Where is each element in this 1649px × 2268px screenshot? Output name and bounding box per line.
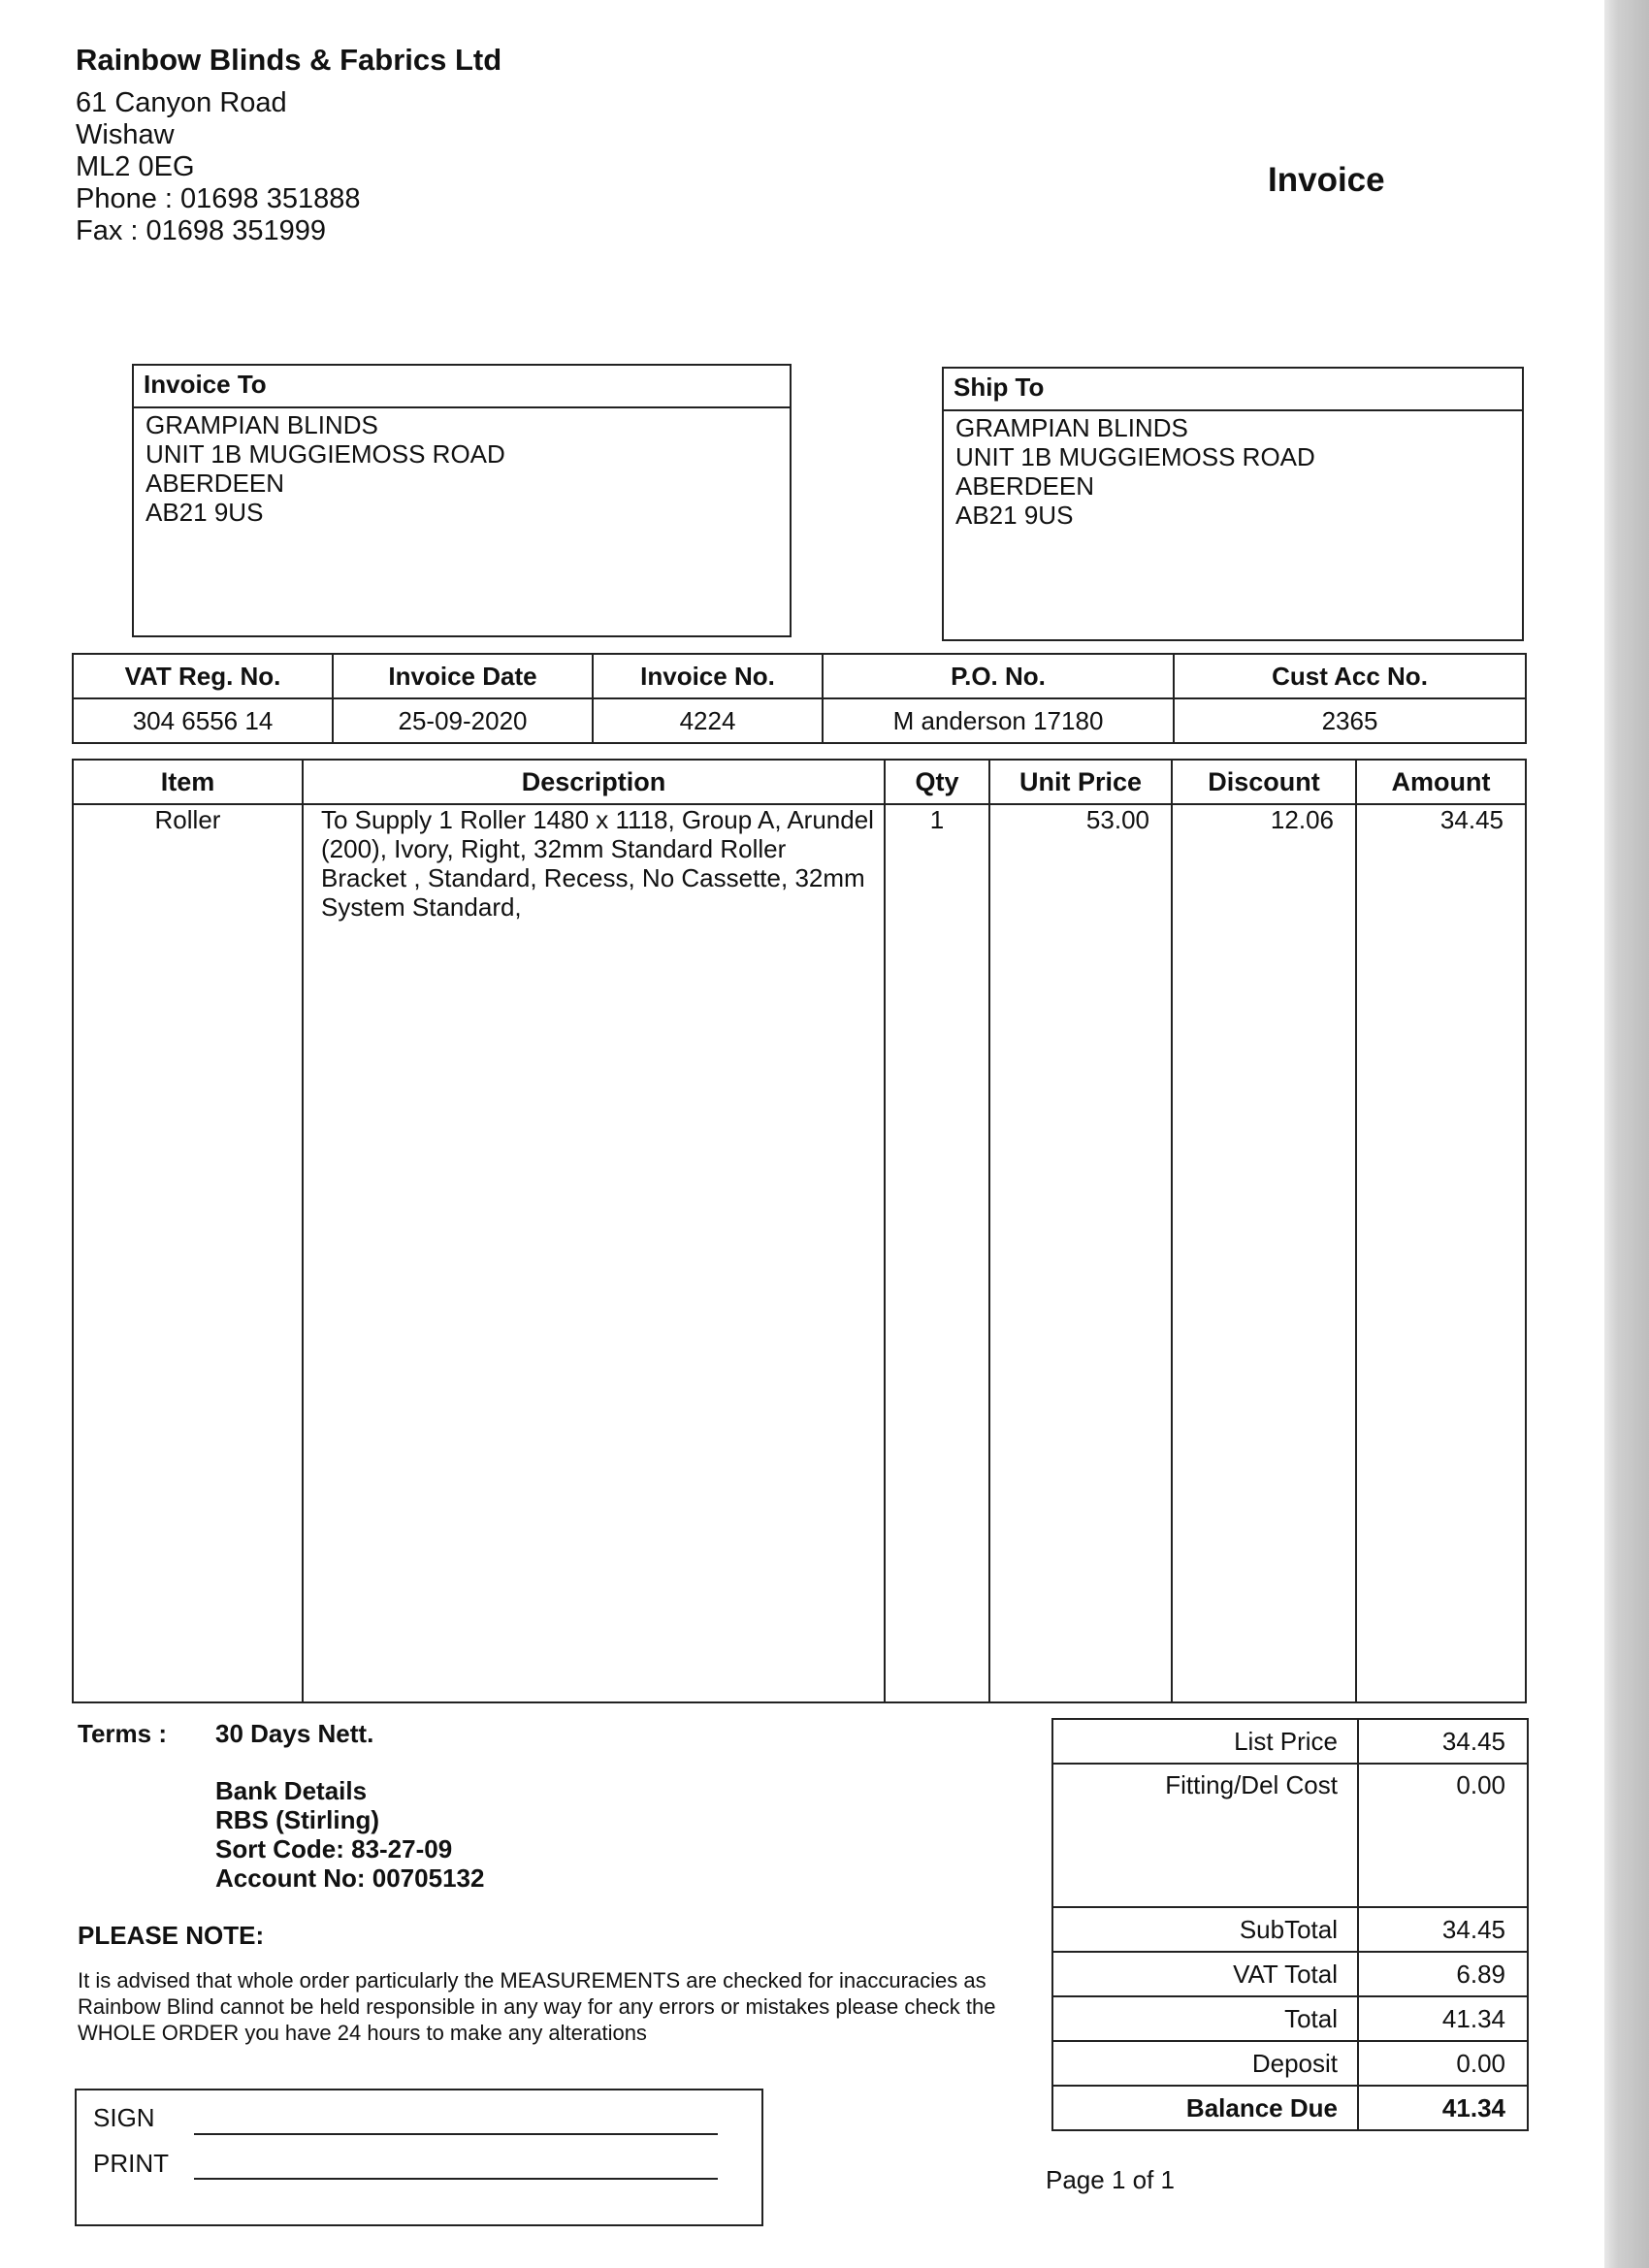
vat-total-value: 6.89 [1358, 1952, 1528, 1996]
scan-edge-shadow [1604, 0, 1649, 2268]
invoice-no-header: Invoice No. [593, 654, 823, 698]
please-note-heading: PLEASE NOTE: [78, 1921, 265, 1950]
company-fax: Fax : 01698 351999 [76, 215, 326, 246]
totals-table [1051, 1718, 1529, 2131]
invoice-to-line: ABERDEEN [146, 469, 285, 498]
ship-to-heading: Ship To [944, 369, 1522, 411]
ship-to-line: ABERDEEN [955, 471, 1095, 501]
invoice-no-value: 4224 [593, 698, 823, 743]
list-price-label: List Price [1052, 1719, 1358, 1764]
vat-reg-value: 304 6556 14 [73, 698, 333, 743]
page-number: Page 1 of 1 [1046, 2165, 1175, 2194]
unit-price-cell: 53.00 [989, 804, 1172, 1702]
subtotal-value: 34.45 [1358, 1907, 1528, 1952]
item-header: Item [73, 760, 303, 804]
print-label: PRINT [93, 2149, 169, 2178]
invoice-to-line: GRAMPIAN BLINDS [146, 410, 378, 439]
ship-to-line: GRAMPIAN BLINDS [955, 413, 1188, 442]
list-price-value: 34.45 [1358, 1719, 1528, 1764]
ship-to-line: AB21 9US [955, 501, 1074, 530]
fitting-del-cost-value: 0.00 [1358, 1764, 1528, 1907]
cust-acc-value: 2365 [1174, 698, 1526, 743]
invoice-date-header: Invoice Date [333, 654, 593, 698]
item-cell: Roller [73, 804, 303, 1702]
company-address-line: ML2 0EG [76, 151, 195, 182]
company-name: Rainbow Blinds & Fabrics Ltd [76, 43, 502, 77]
account-number: Account No: 00705132 [215, 1863, 485, 1893]
balance-due-label: Balance Due [1052, 2086, 1358, 2130]
description-header: Description [303, 760, 885, 804]
amount-header: Amount [1356, 760, 1526, 804]
invoice-meta-table [72, 653, 1527, 744]
company-address-line: 61 Canyon Road [76, 87, 287, 118]
unit-price-header: Unit Price [989, 760, 1172, 804]
fitting-del-cost-label: Fitting/Del Cost [1052, 1764, 1358, 1907]
balance-due-value: 41.34 [1358, 2086, 1528, 2130]
vat-reg-header: VAT Reg. No. [73, 654, 333, 698]
po-no-header: P.O. No. [823, 654, 1174, 698]
ship-to-line: UNIT 1B MUGGIEMOSS ROAD [955, 442, 1315, 471]
invoice-to-line: AB21 9US [146, 498, 264, 527]
cust-acc-header: Cust Acc No. [1174, 654, 1526, 698]
invoice-to-line: UNIT 1B MUGGIEMOSS ROAD [146, 439, 505, 469]
invoice-to-box [132, 364, 792, 637]
qty-header: Qty [885, 760, 989, 804]
print-line [194, 2178, 718, 2180]
terms-value: 30 Days Nett. [215, 1719, 374, 1748]
subtotal-label: SubTotal [1052, 1907, 1358, 1952]
deposit-label: Deposit [1052, 2041, 1358, 2086]
ship-to-box [942, 367, 1524, 641]
table-row [73, 804, 1526, 1702]
description-cell: To Supply 1 Roller 1480 x 1118, Group A, Arundel (200), Ivory, Right, 32mm Standard Roller Bracket , Standard, Recess, No Cassette, 32mm System Standard, [303, 804, 885, 1702]
bank-details-heading: Bank Details [215, 1776, 368, 1805]
qty-cell: 1 [885, 804, 989, 1702]
terms-label: Terms : [78, 1719, 167, 1748]
invoice-date-value: 25-09-2020 [333, 698, 593, 743]
amount-cell: 34.45 [1356, 804, 1526, 1702]
company-phone: Phone : 01698 351888 [76, 183, 361, 214]
please-note-text: It is advised that whole order particularly the MEASUREMENTS are checked for inaccuracies as Rainbow Blind cannot be held responsible in any way for any errors or mistakes please check the WHOLE ORDER you have 24 hours to make any alterations [78, 1968, 996, 2045]
invoice-to-heading: Invoice To [134, 366, 790, 408]
discount-header: Discount [1172, 760, 1356, 804]
company-address-line: Wishaw [76, 119, 175, 150]
total-value: 41.34 [1358, 1996, 1528, 2041]
vat-total-label: VAT Total [1052, 1952, 1358, 1996]
sign-label: SIGN [93, 2103, 155, 2132]
document-title: Invoice [1268, 161, 1385, 199]
signature-box [75, 2089, 763, 2226]
deposit-value: 0.00 [1358, 2041, 1528, 2086]
total-label: Total [1052, 1996, 1358, 2041]
sort-code: Sort Code: 83-27-09 [215, 1834, 453, 1863]
discount-cell: 12.06 [1172, 804, 1356, 1702]
bank-name: RBS (Stirling) [215, 1805, 379, 1834]
sign-line [194, 2133, 718, 2135]
po-no-value: M anderson 17180 [823, 698, 1174, 743]
line-items-table [72, 759, 1527, 1703]
